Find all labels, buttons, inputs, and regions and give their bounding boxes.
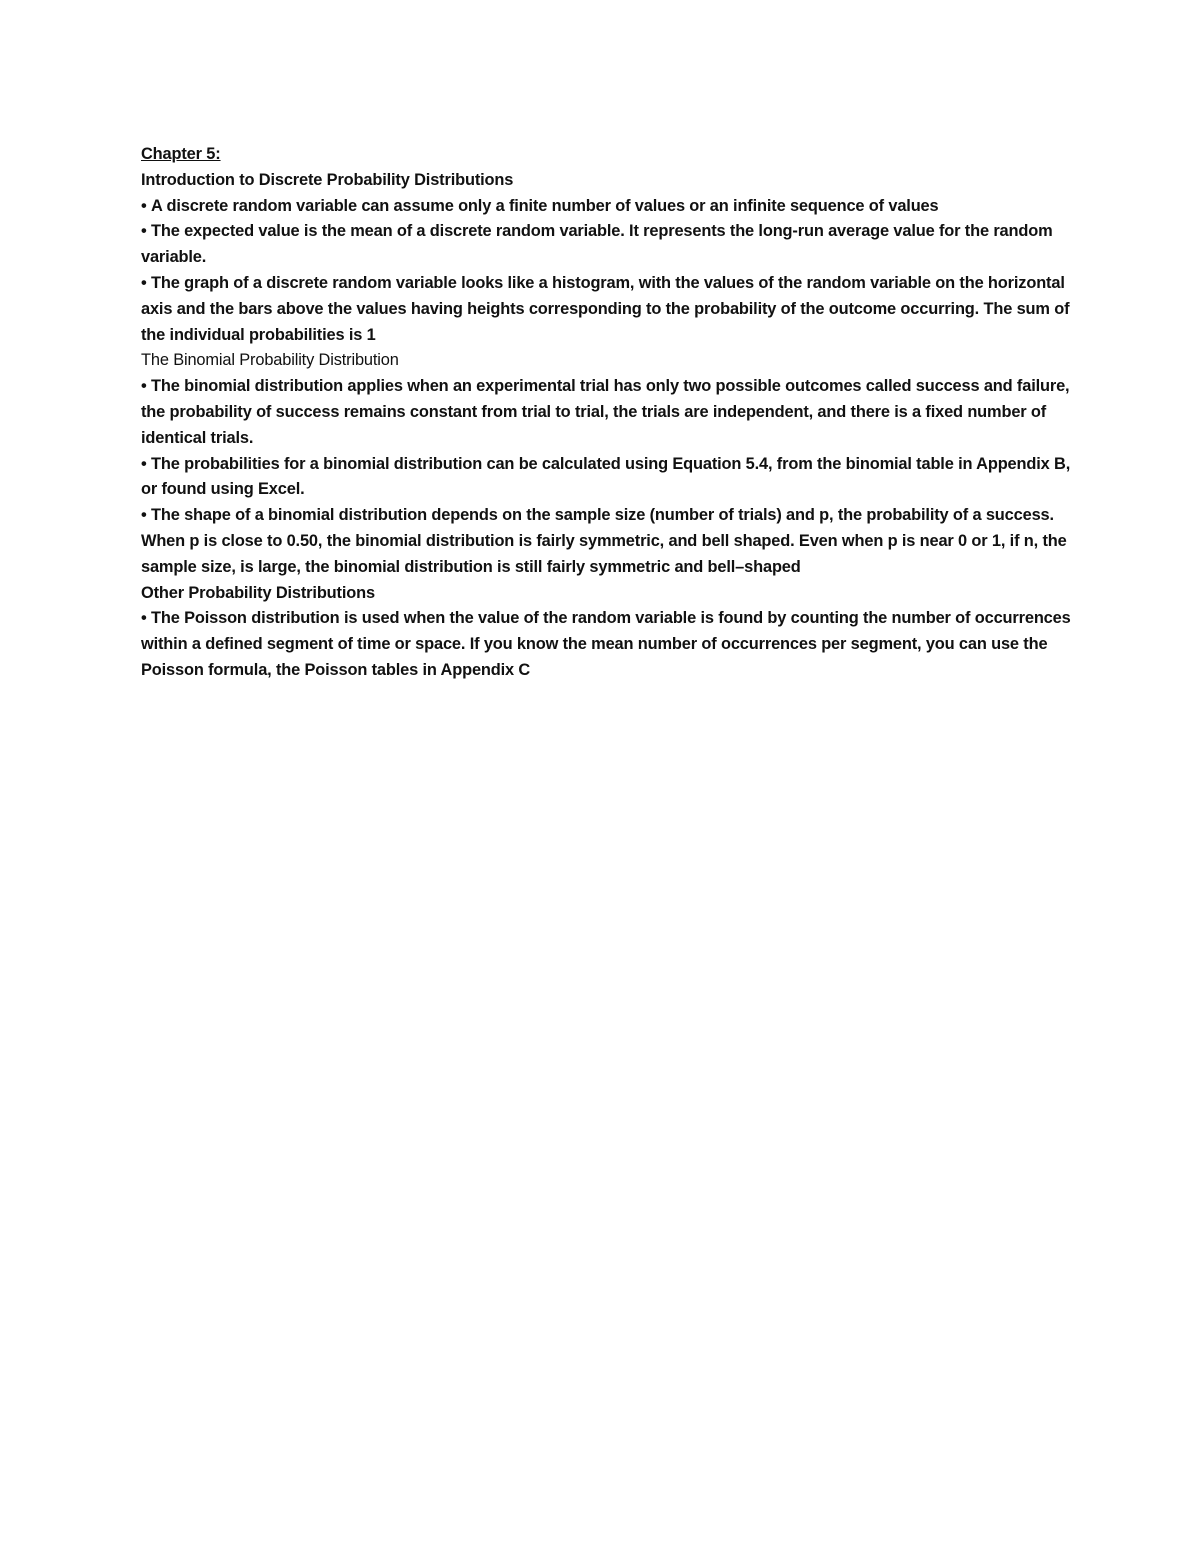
bullet-item: • The shape of a binomial distribution depends on the sample size (number of trials) and p, the probability of a success. When p is close to 0.50, the binomial distribution is fairly symmetric, and bell shaped. Even when p is near 0 or 1, if n, the sample size, is large, the binomial distribution is still fairly symmetric and bell–shaped bbox=[141, 503, 1071, 580]
section-heading-other: Other Probability Distributions bbox=[141, 583, 375, 602]
section-heading-introduction: Introduction to Discrete Probability Distributions bbox=[141, 170, 514, 189]
bullet-item: • The graph of a discrete random variable looks like a histogram, with the values of the random variable on the horizontal axis and the bars above the values having heights corresponding to the probability of the outcome occurring. The sum of the individual probabilities is 1 bbox=[141, 271, 1071, 348]
bullet-item: • The probabilities for a binomial distribution can be calculated using Equation 5.4, from the binomial table in Appendix B, or found using Excel. bbox=[141, 452, 1071, 504]
section-heading-binomial bbox=[141, 348, 1071, 374]
section-heading-binomial-text: The Binomial Probability Distribution bbox=[141, 351, 399, 370]
chapter-title: Chapter 5: bbox=[141, 145, 221, 163]
bullet-item: • The expected value is the mean of a discrete random variable. It represents the long-run average value for the random variable. bbox=[141, 219, 1071, 271]
bullet-item: • The binomial distribution applies when an experimental trial has only two possible outcomes called success and failure, the probability of success remains constant from trial to trial, the trials are independent, and there is a fixed number of identical trials. bbox=[141, 374, 1071, 451]
bullet-item: • A discrete random variable can assume only a finite number of values or an infinite sequence of values bbox=[141, 194, 1071, 220]
bullet-item: • The Poisson distribution is used when the value of the random variable is found by counting the number of occurrences within a defined segment of time or space. If you know the mean number of occurrences per segment, you can use the Poisson formula, the Poisson tables in Appendix C bbox=[141, 606, 1071, 683]
document-page bbox=[141, 142, 1071, 684]
